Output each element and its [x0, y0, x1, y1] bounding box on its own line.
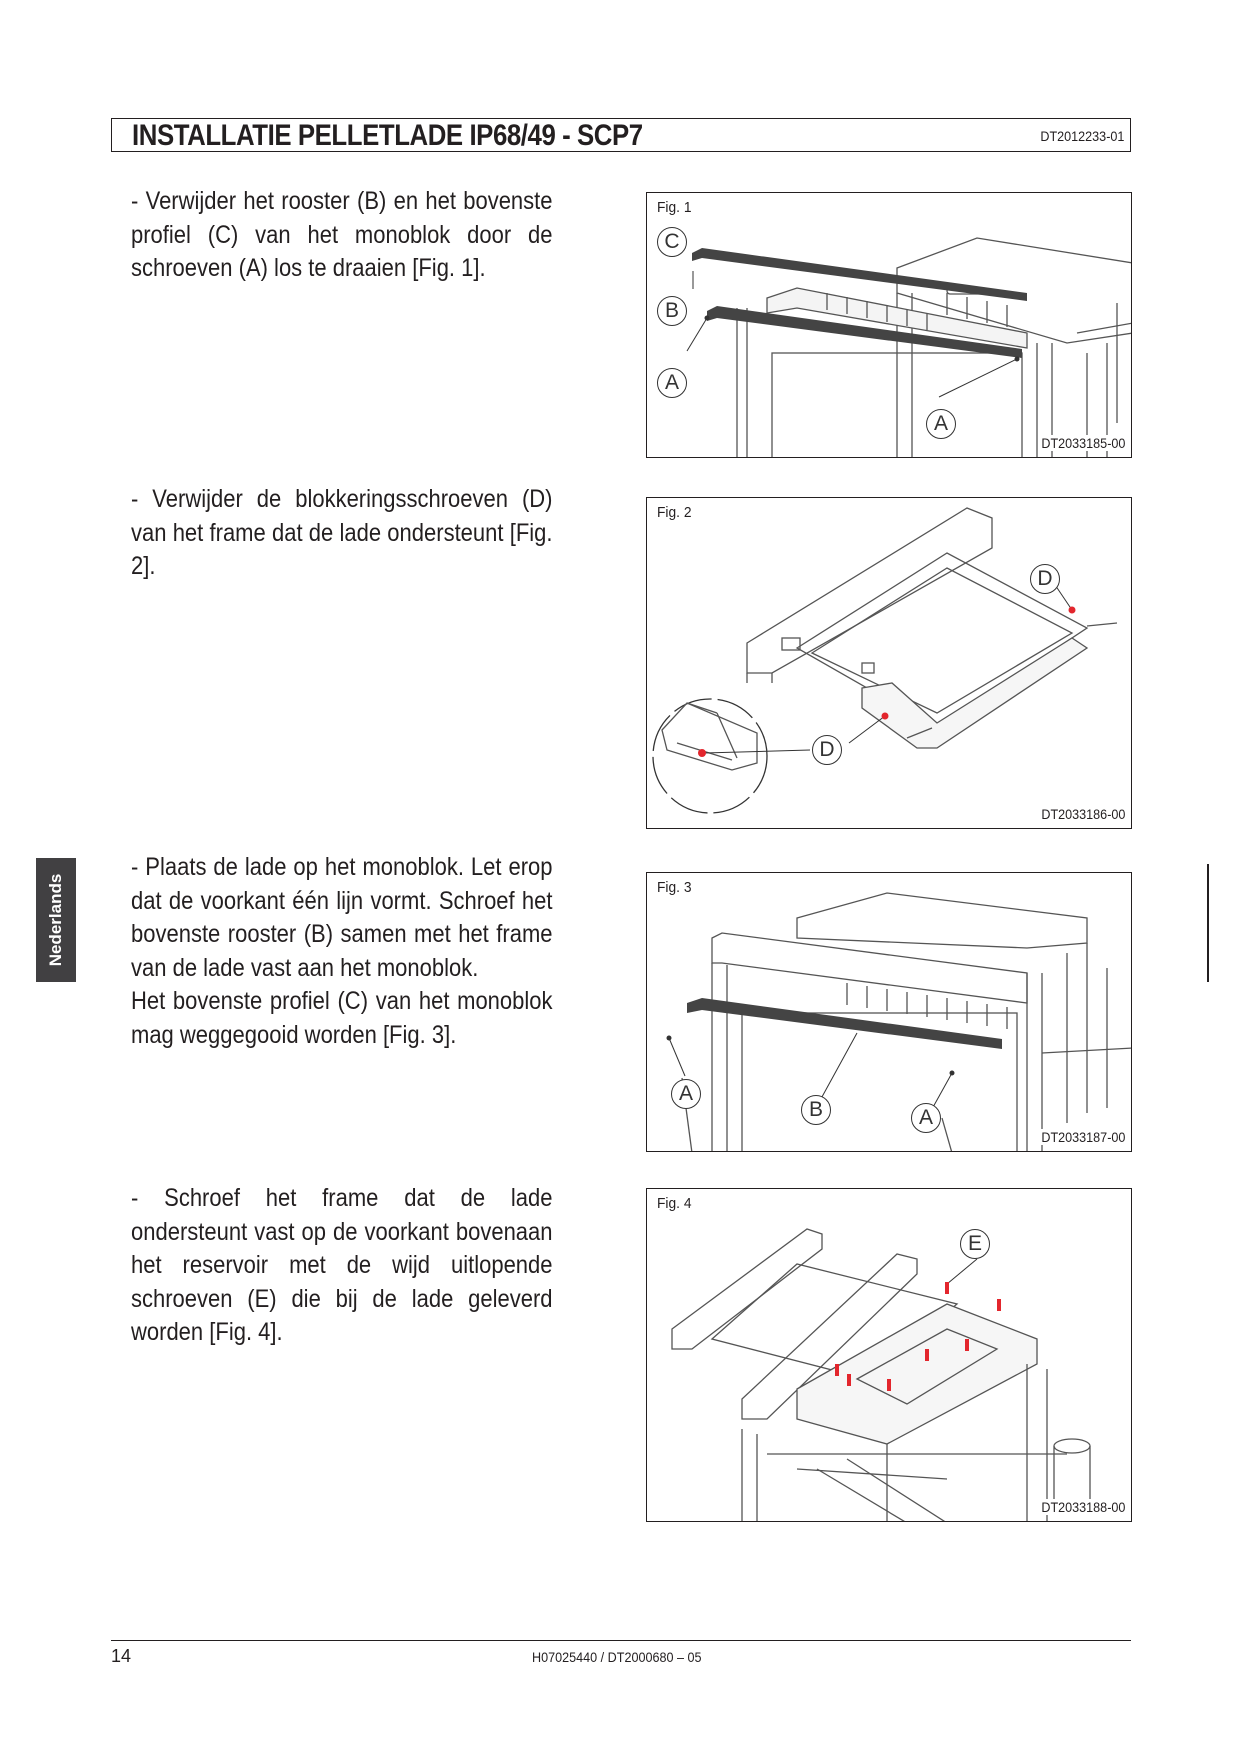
figure-3-code: DT2033187-00: [1040, 1129, 1125, 1145]
step-3-text: [131, 851, 553, 1052]
step-2-paragraph: - Verwijder de blokkeringsschroeven (D) van het frame dat de lade ondersteunt [Fig. 2].: [131, 485, 553, 580]
page-title: INSTALLATIE PELLETLADE IP68/49 - SCP7: [132, 119, 643, 152]
callout-e: E: [960, 1229, 990, 1259]
figure-2-label: Fig. 2: [657, 504, 692, 521]
footer-divider: [111, 1640, 1131, 1641]
callout-d: D: [1030, 564, 1060, 594]
figure-3-drawing: [647, 873, 1132, 1152]
callout-a: A: [671, 1079, 701, 1109]
step-4-text: [131, 1182, 553, 1350]
step-3-paragraph-2: Het bovenste profiel (C) van het monoblok mag weggegooid worden [Fig. 3].: [131, 987, 553, 1049]
callout-c: C: [657, 227, 687, 257]
figure-2-code: DT2033186-00: [1040, 806, 1125, 822]
callout-a: A: [926, 409, 956, 439]
figure-1: [646, 192, 1132, 458]
figure-4-code: DT2033188-00: [1040, 1499, 1125, 1515]
callout-a: A: [657, 368, 687, 398]
callout-d: D: [812, 735, 842, 765]
callout-b: B: [801, 1095, 831, 1125]
header-doc-code: DT2012233-01: [1039, 128, 1124, 144]
header-box: [111, 118, 1131, 152]
figure-4-drawing: [647, 1189, 1132, 1522]
step-1-paragraph: - Verwijder het rooster (B) en het bovenste profiel (C) van het monoblok door de schroeven (A) los te draaien [Fig. 1].: [131, 187, 553, 282]
page-number: 14: [111, 1646, 132, 1666]
figure-1-drawing: [647, 193, 1132, 458]
figure-4-label: Fig. 4: [657, 1195, 692, 1212]
figure-1-code: DT2033185-00: [1040, 435, 1125, 451]
step-1-text: [131, 185, 553, 286]
language-tab: [36, 858, 76, 982]
figure-3: [646, 872, 1132, 1152]
language-tab-label: Nederlands: [46, 873, 65, 967]
callout-b: B: [657, 296, 687, 326]
right-margin-bar: [1207, 864, 1209, 982]
step-3-paragraph-1: - Plaats de lade op het monoblok. Let erop dat de voorkant één lijn vormt. Schroef het bovenste rooster (B) samen met het frame van de lade vast aan het monoblok.: [131, 853, 553, 982]
step-2-text: [131, 483, 553, 584]
step-4-paragraph: - Schroef het frame dat de lade ondersteunt vast op de voorkant bovenaan het reservoir met de wijd uitlopende schroeven (E) die bij de lade geleverd worden [Fig. 4].: [131, 1184, 553, 1346]
figure-4: [646, 1188, 1132, 1522]
footer-doc-code: H07025440 / DT2000680 – 05: [532, 1649, 702, 1665]
figure-2: [646, 497, 1132, 829]
figure-1-label: Fig. 1: [657, 199, 692, 216]
callout-a: A: [911, 1103, 941, 1133]
figure-3-label: Fig. 3: [657, 879, 692, 896]
figure-2-drawing: [647, 498, 1132, 829]
